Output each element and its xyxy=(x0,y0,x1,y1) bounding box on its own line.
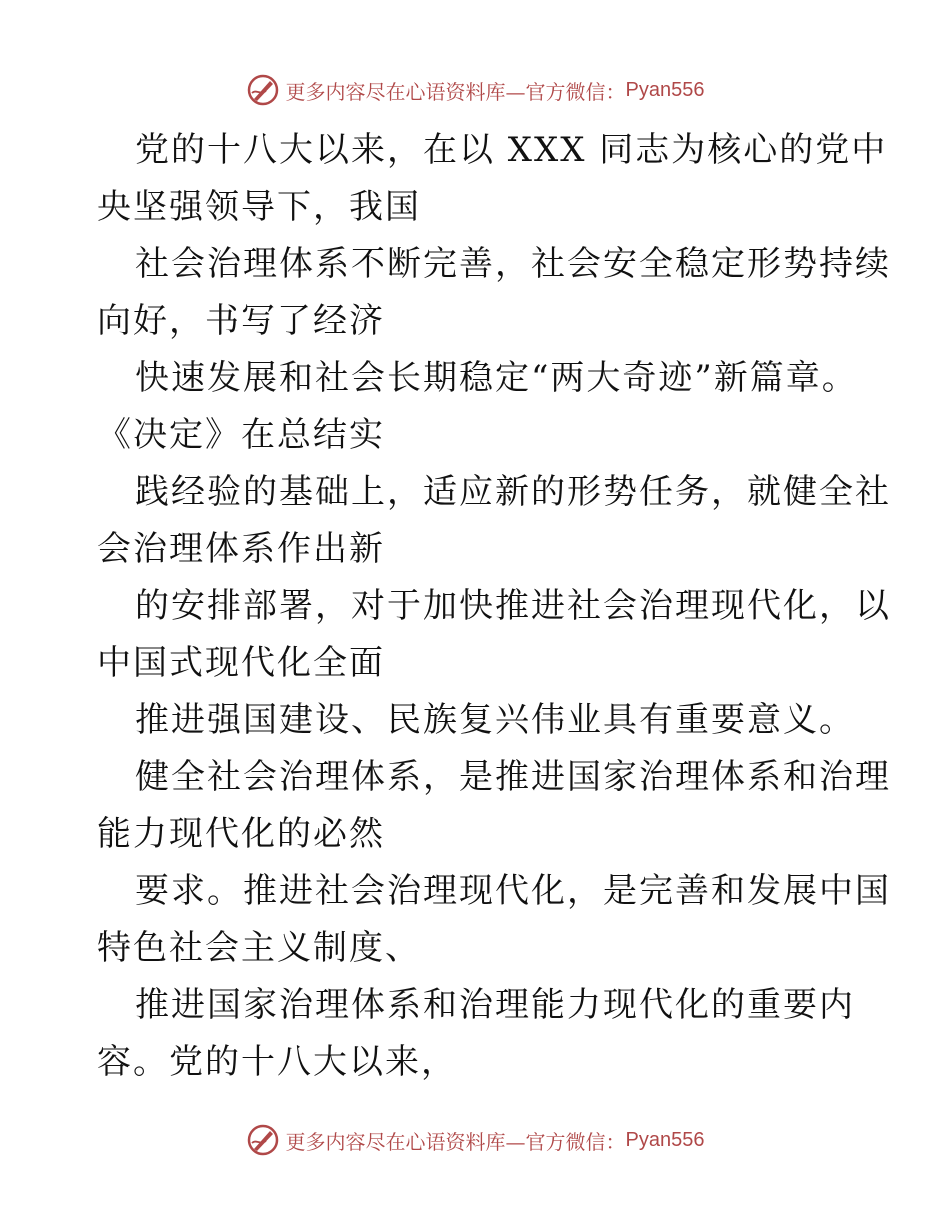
footer-watermark xyxy=(0,1120,950,1160)
text-line: 快速发展和社会长期稳定“两大奇迹”新篇章。 xyxy=(135,358,858,398)
text-line: 容。党的十八大以来， xyxy=(97,1042,457,1082)
text-line: 党的十八大以来，在以 XXX 同志为核心的党中 xyxy=(135,130,888,170)
text-line: 社会治理体系不断完善，社会安全稳定形势持续 xyxy=(135,244,891,284)
text-line: 推进国家治理体系和治理能力现代化的重要内 xyxy=(135,985,855,1025)
text-line: 央坚强领导下，我国 xyxy=(97,187,421,227)
text-line: 会治理体系作出新 xyxy=(97,529,385,569)
text-line: 特色社会主义制度、 xyxy=(97,928,421,968)
text-line: 健全社会治理体系，是推进国家治理体系和治理 xyxy=(135,757,891,797)
watermark-handle: Pyan556 xyxy=(625,1128,705,1151)
header-watermark xyxy=(0,70,950,110)
text-line: 向好，书写了经济 xyxy=(97,301,385,341)
watermark-site-text: 更多内容尽在心语资料库—官方微信： xyxy=(285,1129,626,1154)
text-line: 推进强国建设、民族复兴伟业具有重要意义。 xyxy=(135,700,855,740)
watermark-handle: Pyan556 xyxy=(625,78,705,101)
text-line: 的安排部署，对于加快推进社会治理现代化，以 xyxy=(135,586,891,626)
watermark-site-text: 更多内容尽在心语资料库—官方微信： xyxy=(285,79,626,104)
quill-logo-icon xyxy=(246,1123,280,1157)
text-line: 能力现代化的必然 xyxy=(97,814,385,854)
document-body xyxy=(97,122,891,1091)
text-line: 践经验的基础上，适应新的形势任务，就健全社 xyxy=(135,472,891,512)
text-line: 《决定》在总结实 xyxy=(97,415,385,455)
text-line: 要求。推进社会治理现代化，是完善和发展中国 xyxy=(135,871,891,911)
quill-logo-icon xyxy=(246,73,280,107)
text-line: 中国式现代化全面 xyxy=(97,643,385,683)
